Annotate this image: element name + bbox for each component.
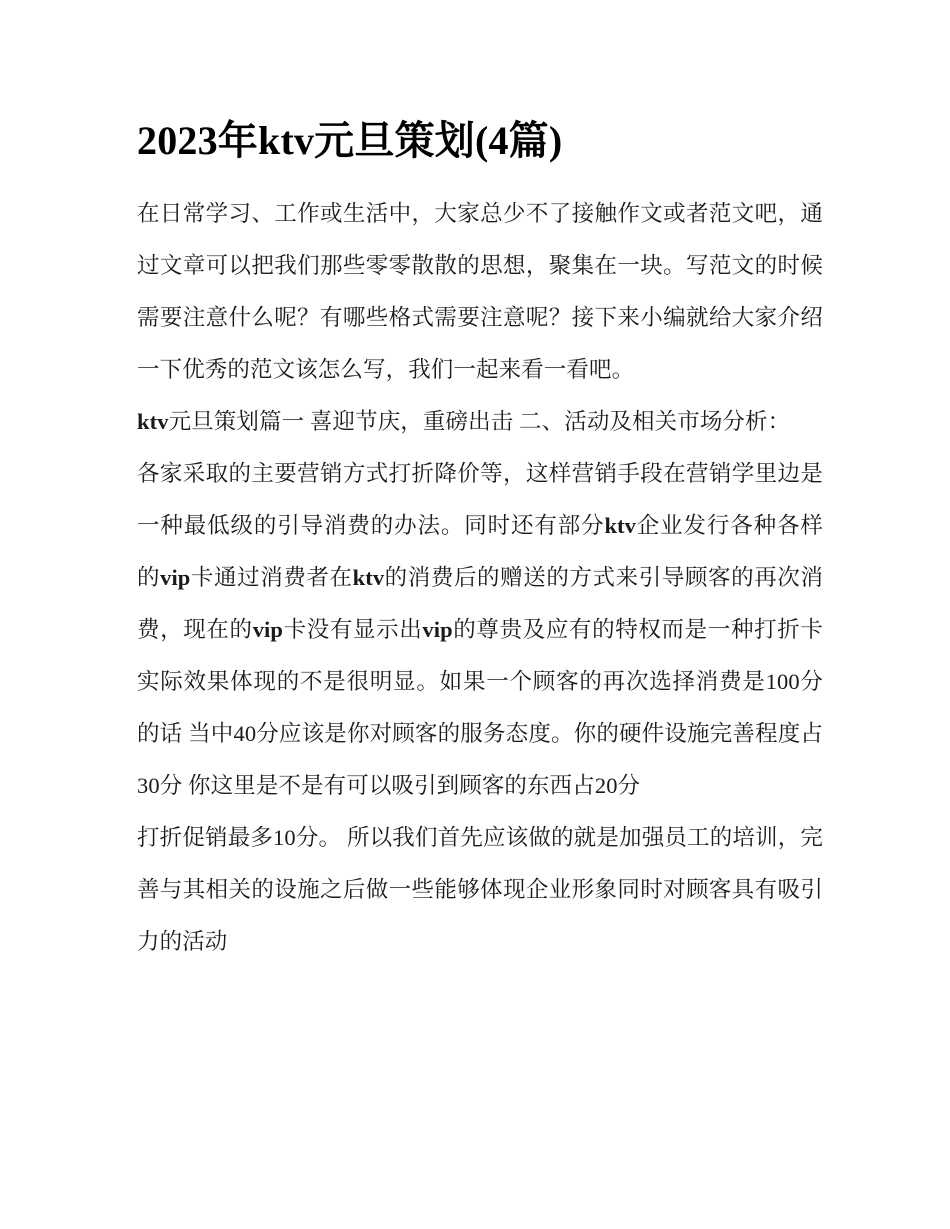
text-run: 卡通过消费者在	[190, 565, 353, 590]
text-run: 分 你这里是不是有可以吸引到顾客的东西占	[159, 773, 595, 798]
text-run: 分。 所以我们首先应该做的就是加强员工的培训，完善与其相关的设施之后做一些能够体现企业形象同时对顾客具有吸引力的活动	[137, 825, 824, 954]
text-run: 元旦策划篇一 喜迎节庆，重磅出击 二、活动及相关市场分析：	[168, 409, 791, 434]
text-run: 的尊贵及应有的特权而是一种打折卡实际效果体现的不是很明显。如果一个顾客的再次选择消费是	[137, 617, 823, 694]
paragraph-analysis-body	[137, 448, 823, 812]
text-run: 分的话 当中	[137, 669, 824, 746]
text-run: 各家采取的主要营销方式打折降价等，这样营销手段在营销学里边是一种最低级的引导消费的办法。同时还有部分	[137, 461, 823, 538]
text-run: 卡没有显示出	[283, 617, 423, 642]
document-content	[137, 112, 823, 968]
text-run: 打折促销最多	[137, 825, 274, 850]
bold-text-run: ktv	[352, 565, 385, 590]
text-run: 分应该是你对顾客的服务态度。你的硬件设施完善程度占	[256, 721, 823, 746]
text-run: 的消费后的赠送的方式来引导顾客的再次消费，现在的	[137, 565, 823, 642]
bold-text-run: ktv	[604, 513, 636, 538]
bold-text-run: ktv	[137, 409, 169, 434]
text-run: 40	[233, 721, 257, 746]
bold-text-run: vip	[252, 617, 284, 642]
text-run: 100	[765, 669, 800, 694]
page-title: 2023年ktv元旦策划(4篇)	[137, 118, 563, 163]
paragraph-intro: 在日常学习、工作或生活中，大家总少不了接触作文或者范文吧，通过文章可以把我们那些零零散散的思想，聚集在一块。写范文的时候需要注意什么呢？有哪些格式需要注意呢？接下来小编就给大家介绍一下优秀的范文该怎么写，我们一起来看一看吧。	[137, 201, 823, 382]
text-run: 10	[273, 825, 296, 850]
bold-text-run: vip	[422, 617, 453, 642]
text-run: 企业发行各种各样的	[137, 513, 823, 590]
text-run: 20	[594, 773, 618, 798]
bold-text-run: vip	[160, 565, 191, 590]
text-run: 分	[617, 773, 641, 798]
paragraph-closing-body	[137, 812, 823, 968]
text-run: 30	[137, 773, 160, 798]
paragraph-section-heading	[137, 396, 823, 448]
